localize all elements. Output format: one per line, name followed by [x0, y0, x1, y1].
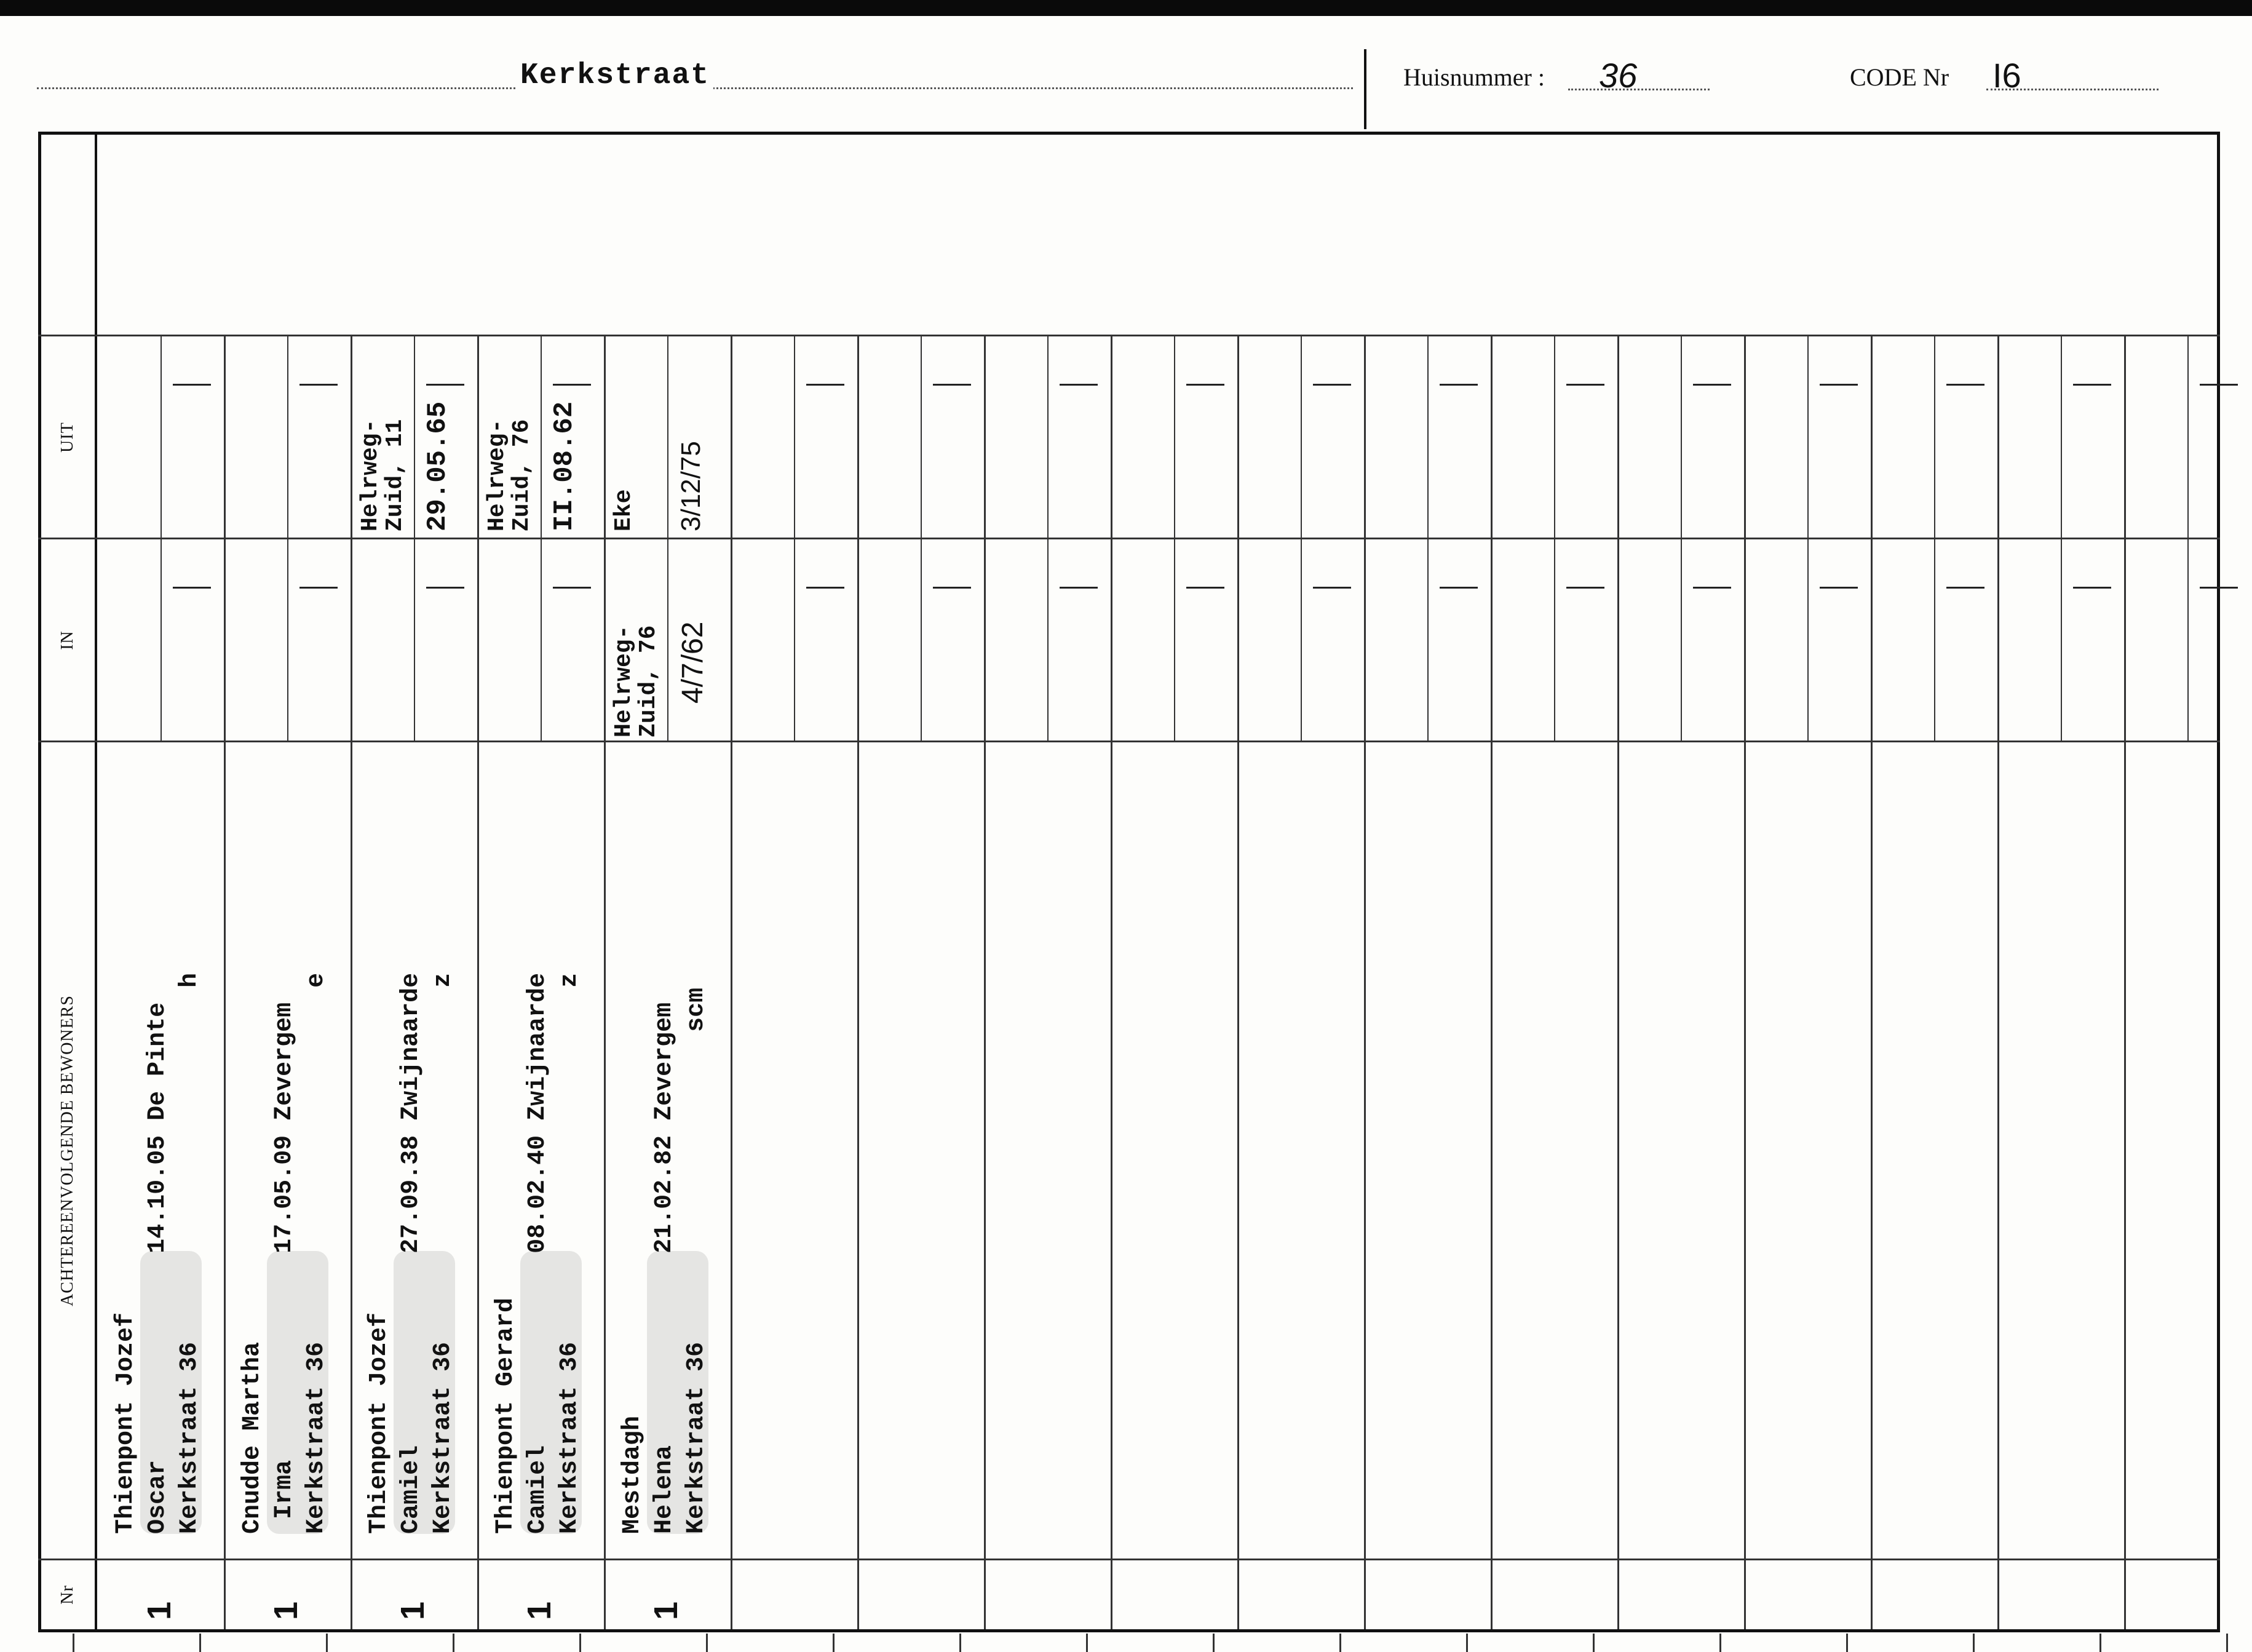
sub-column-divider: [1301, 336, 1302, 741]
bottom-tick: [579, 1634, 581, 1652]
empty-dash: [426, 384, 464, 386]
entry-number: 1: [268, 1601, 304, 1620]
empty-dash: [2073, 384, 2111, 386]
bottom-tick: [199, 1634, 201, 1652]
header-separator: [1364, 49, 1366, 129]
sub-column-divider: [161, 336, 162, 741]
frame-left: [38, 132, 41, 1632]
resident-line: Oscar 14.10.05 De Pinte: [144, 1002, 172, 1534]
column-divider: [857, 335, 859, 1629]
empty-dash: [2200, 587, 2238, 589]
bottom-tick: [453, 1634, 454, 1652]
resident-line: Kerkstraat 36 z: [429, 972, 457, 1534]
column-divider: [604, 335, 606, 1629]
empty-dash: [1440, 384, 1478, 386]
column-divider: [984, 335, 986, 1629]
entry-number: 1: [141, 1601, 178, 1620]
column-divider: [1111, 335, 1112, 1629]
bottom-tick: [1339, 1634, 1341, 1652]
resident-line: Camiel 08.02.40 Zwijnaarde: [524, 972, 552, 1534]
empty-dash: [1693, 587, 1731, 589]
uit-place: Zuid, 76: [509, 419, 535, 531]
bottom-tick: [1846, 1634, 1848, 1652]
empty-dash: [1693, 384, 1731, 386]
empty-dash: [1060, 384, 1098, 386]
sub-column-divider: [1554, 336, 1555, 741]
column-divider: [1871, 335, 1873, 1629]
empty-dash: [933, 587, 971, 589]
uit-date: 3/12/75: [676, 441, 706, 531]
column-divider: [224, 335, 226, 1629]
empty-dash: [1566, 587, 1604, 589]
resident-line: Irma 17.05.09 Zevergem: [271, 1002, 298, 1534]
uit-date: 29.05.65: [422, 401, 453, 531]
empty-dash: [1186, 587, 1224, 589]
sub-column-divider: [1807, 336, 1809, 741]
entry-number: 1: [521, 1601, 558, 1620]
frame-right: [2217, 132, 2220, 1632]
column-divider: [1997, 335, 1999, 1629]
in-place: Zuid, 76: [635, 625, 662, 737]
entry-number: 1: [394, 1601, 431, 1620]
resident-line: Helena 21.02.82 Zevergem: [651, 1002, 678, 1534]
empty-dash: [553, 587, 591, 589]
resident-line: Kerkstraat 36 scm: [683, 987, 710, 1534]
bottom-tick: [706, 1634, 708, 1652]
empty-dash: [1313, 587, 1351, 589]
nr-column-label: Nr: [57, 1585, 77, 1605]
bottom-tick: [1466, 1634, 1468, 1652]
empty-dash: [806, 587, 844, 589]
column-divider: [1237, 335, 1239, 1629]
bottom-tick: [1086, 1634, 1088, 1652]
resident-line: Thienpont Jozef: [112, 1312, 140, 1534]
column-divider: [1617, 335, 1619, 1629]
empty-dash: [1186, 384, 1224, 386]
sub-column-divider: [667, 336, 668, 741]
empty-dash: [2073, 587, 2111, 589]
resident-line: Camiel 27.09.38 Zwijnaarde: [397, 972, 425, 1534]
sub-column-divider: [921, 336, 922, 741]
empty-dash: [1313, 384, 1351, 386]
empty-dash: [1566, 384, 1604, 386]
uit-place: Zuid, 11: [382, 419, 408, 531]
sub-column-divider: [2061, 336, 2062, 741]
empty-dash: [426, 587, 464, 589]
uit-place: Eke: [611, 489, 637, 531]
empty-dash: [806, 384, 844, 386]
column-divider: [477, 335, 479, 1629]
code-value: I6: [1992, 56, 2021, 95]
house-number-value: 36: [1599, 56, 1638, 95]
entry-number: 1: [648, 1601, 684, 1620]
column-divider: [731, 335, 732, 1629]
empty-dash: [1946, 587, 1984, 589]
empty-dash: [1060, 587, 1098, 589]
sub-column-divider: [2187, 336, 2189, 741]
sub-column-divider: [287, 336, 288, 741]
top-edge-bar: [0, 0, 2252, 16]
empty-dash: [173, 384, 211, 386]
resident-line: Kerkstraat 36 h: [176, 972, 204, 1534]
bottom-tick: [2226, 1634, 2228, 1652]
resident-line: Thienpont Gerard: [492, 1297, 520, 1534]
card-header: [0, 37, 2252, 129]
sub-column-divider: [1934, 336, 1935, 741]
frame-bottom: [38, 1629, 2220, 1632]
resident-line: Mestdagh: [619, 1415, 646, 1534]
code-label: CODE Nr: [1850, 63, 1949, 91]
resident-line: Thienpont Jozef: [365, 1312, 393, 1534]
empty-dash: [299, 587, 338, 589]
label-column-divider: [95, 132, 97, 1632]
frame-top: [38, 132, 2220, 135]
sub-column-divider: [1681, 336, 1682, 741]
street-name: Kerkstraat: [517, 59, 713, 92]
column-divider: [1364, 335, 1366, 1629]
empty-dash: [1946, 384, 1984, 386]
in-date: 4/7/62: [676, 621, 709, 704]
sub-column-divider: [1427, 336, 1429, 741]
sub-column-divider: [1174, 336, 1175, 741]
row-divider-uit-in: [38, 538, 2220, 539]
uit-date: II.08.62: [549, 401, 580, 531]
empty-dash: [553, 384, 591, 386]
resident-line: Kerkstraat 36 e: [303, 972, 330, 1534]
in-place: Helrweg-: [611, 625, 637, 737]
bottom-tick: [326, 1634, 328, 1652]
empty-dash: [1820, 587, 1858, 589]
column-divider: [2124, 335, 2126, 1629]
resident-line: Cnudde Martha: [239, 1341, 266, 1534]
house-number-label: Huisnummer :: [1403, 63, 1545, 91]
sub-column-divider: [414, 336, 415, 741]
bottom-tick: [1593, 1634, 1595, 1652]
empty-dash: [1440, 587, 1478, 589]
bottom-tick: [1973, 1634, 1975, 1652]
resident-line: Kerkstraat 36 z: [556, 972, 584, 1534]
in-column-label: IN: [57, 630, 77, 650]
sub-column-divider: [794, 336, 795, 741]
uit-place: Helrweg-: [357, 419, 384, 531]
register-card: [38, 132, 2220, 1632]
empty-dash: [1820, 384, 1858, 386]
bottom-tick: [73, 1634, 74, 1652]
uit-place: Helrweg-: [484, 419, 510, 531]
bottom-tick: [833, 1634, 835, 1652]
empty-dash: [933, 384, 971, 386]
sub-column-divider: [541, 336, 542, 741]
residents-column-label: ACHTEREENVOLGENDE BEWONERS: [58, 995, 77, 1306]
bottom-tick: [2099, 1634, 2101, 1652]
bottom-tick: [1213, 1634, 1215, 1652]
bottom-tick: [1719, 1634, 1721, 1652]
sub-column-divider: [1047, 336, 1049, 741]
bottom-tick: [959, 1634, 961, 1652]
column-divider: [1744, 335, 1746, 1629]
empty-dash: [299, 384, 338, 386]
row-divider-top: [38, 335, 2220, 336]
row-divider-residents-nr: [38, 1559, 2220, 1560]
house-number-dotted-line: [1568, 89, 1710, 90]
row-divider-in-residents: [38, 741, 2220, 742]
column-divider: [351, 335, 352, 1629]
uit-column-label: UIT: [58, 421, 77, 453]
column-divider: [1491, 335, 1493, 1629]
empty-dash: [2200, 384, 2238, 386]
empty-dash: [173, 587, 211, 589]
